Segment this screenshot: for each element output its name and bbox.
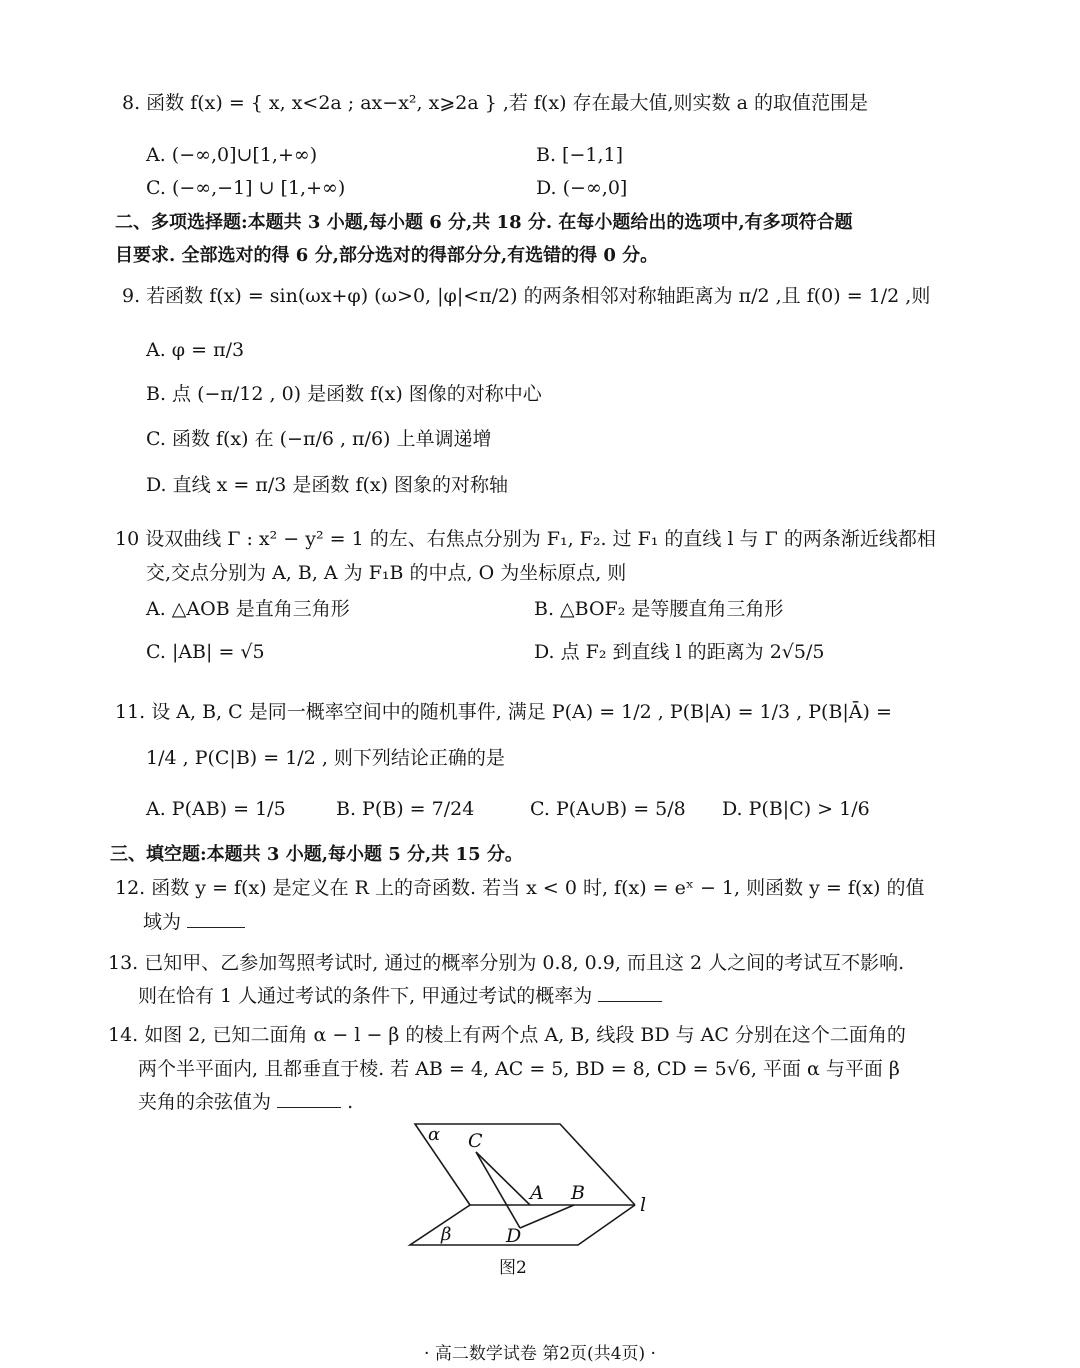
page-footer: · 高二数学试卷 第2页(共4页) · xyxy=(424,1344,656,1364)
q11-option-c: C. P(A∪B) = 5/8 xyxy=(530,798,686,820)
q8-stem: 8. 函数 f(x) = { x, x<2a ; ax−x², x⩾2a } ,若 f(x) 存在最大值,则实数 a 的取值范围是 xyxy=(122,92,868,114)
q10-option-b: B. △BOF₂ 是等腰直角三角形 xyxy=(534,598,784,620)
q14-line3-end: . xyxy=(347,1091,354,1113)
q11-line1: 11. 设 A, B, C 是同一概率空间中的随机事件, 满足 P(A) = 1/2 , P(B|A) = 1/3 , P(B|Ā) = xyxy=(115,701,892,723)
q10-line1: 10 设双曲线 Γ : x² − y² = 1 的左、右焦点分别为 F₁, F₂. 过 F₁ 的直线 l 与 Γ 的两条渐近线都相 xyxy=(115,528,936,550)
q13-answer-blank[interactable] xyxy=(598,983,662,1002)
plane-beta-outline xyxy=(410,1205,635,1245)
q10-option-c: C. |AB| = √5 xyxy=(146,641,265,663)
section2-heading-line2: 目要求. 全部选对的得 6 分,部分选对的得部分分,有选错的得 0 分。 xyxy=(115,245,659,266)
segment-cd xyxy=(476,1152,520,1228)
figure-caption: 图2 xyxy=(499,1258,527,1278)
plane-alpha-outline xyxy=(415,1124,635,1205)
q8-option-d: D. (−∞,0] xyxy=(536,177,628,199)
label-c: C xyxy=(468,1130,483,1152)
q8-option-b: B. [−1,1] xyxy=(536,144,624,166)
segment-ca xyxy=(476,1152,530,1205)
q14-line3-text: 夹角的余弦值为 xyxy=(138,1091,272,1113)
label-d: D xyxy=(506,1225,522,1247)
q8-option-a: A. (−∞,0]∪[1,+∞) xyxy=(146,144,318,166)
q8-option-c: C. (−∞,−1] ∪ [1,+∞) xyxy=(146,177,346,199)
q12-line2-text: 域为 xyxy=(143,911,182,933)
q14-answer-blank[interactable] xyxy=(277,1089,341,1108)
q11-option-a: A. P(AB) = 1/5 xyxy=(146,798,286,820)
q9-stem: 9. 若函数 f(x) = sin(ωx+φ) (ω>0, |φ|<π/2) 的两条相邻对称轴距离为 π/2 ,且 f(0) = 1/2 ,则 xyxy=(122,285,931,307)
label-a: A xyxy=(530,1182,544,1204)
section3-heading: 三、填空题:本题共 3 小题,每小题 5 分,共 15 分。 xyxy=(110,844,523,865)
q12-answer-blank[interactable] xyxy=(187,909,245,928)
q14-line3 xyxy=(138,1089,353,1115)
section2-heading-line1: 二、多项选择题:本题共 3 小题,每小题 6 分,共 18 分. 在每小题给出的选项中,有多项符合题 xyxy=(115,212,853,233)
q11-option-b: B. P(B) = 7/24 xyxy=(336,798,475,820)
q14-line2: 两个半平面内, 且都垂直于棱. 若 AB = 4, AC = 5, BD = 8, CD = 5√6, 平面 α 与平面 β xyxy=(138,1058,900,1080)
q13-line1: 13. 已知甲、乙参加驾照考试时, 通过的概率分别为 0.8, 0.9, 而且这 2 人之间的考试互不影响. xyxy=(108,952,905,974)
q9-option-b: B. 点 (−π/12 , 0) 是函数 f(x) 图像的对称中心 xyxy=(146,383,542,405)
q11-option-d: D. P(B|C) > 1/6 xyxy=(722,798,870,820)
q11-line2: 1/4 , P(C|B) = 1/2 , 则下列结论正确的是 xyxy=(146,747,505,769)
segment-bd xyxy=(520,1205,574,1228)
label-l: l xyxy=(640,1194,647,1216)
q10-option-a: A. △AOB 是直角三角形 xyxy=(146,598,350,620)
label-beta: β xyxy=(441,1224,452,1245)
label-alpha: α xyxy=(428,1124,441,1145)
q9-option-a: A. φ = π/3 xyxy=(146,339,245,361)
q10-line2: 交,交点分别为 A, B, A 为 F₁B 的中点, O 为坐标原点, 则 xyxy=(146,562,627,584)
q13-line2-text: 则在恰有 1 人通过考试的条件下, 甲通过考试的概率为 xyxy=(138,985,593,1007)
q10-option-d: D. 点 F₂ 到直线 l 的距离为 2√5/5 xyxy=(534,641,825,663)
q13-line2 xyxy=(138,983,662,1009)
q12-line1: 12. 函数 y = f(x) 是定义在 R 上的奇函数. 若当 x < 0 时, f(x) = eˣ − 1, 则函数 y = f(x) 的值 xyxy=(115,877,925,899)
q9-option-c: C. 函数 f(x) 在 (−π/6 , π/6) 上单调递增 xyxy=(146,428,492,450)
q12-line2 xyxy=(143,909,245,935)
label-b: B xyxy=(571,1182,585,1204)
q14-line1: 14. 如图 2, 已知二面角 α − l − β 的棱上有两个点 A, B, 线段 BD 与 AC 分别在这个二面角的 xyxy=(108,1024,906,1046)
q9-option-d: D. 直线 x = π/3 是函数 f(x) 图象的对称轴 xyxy=(146,474,509,496)
